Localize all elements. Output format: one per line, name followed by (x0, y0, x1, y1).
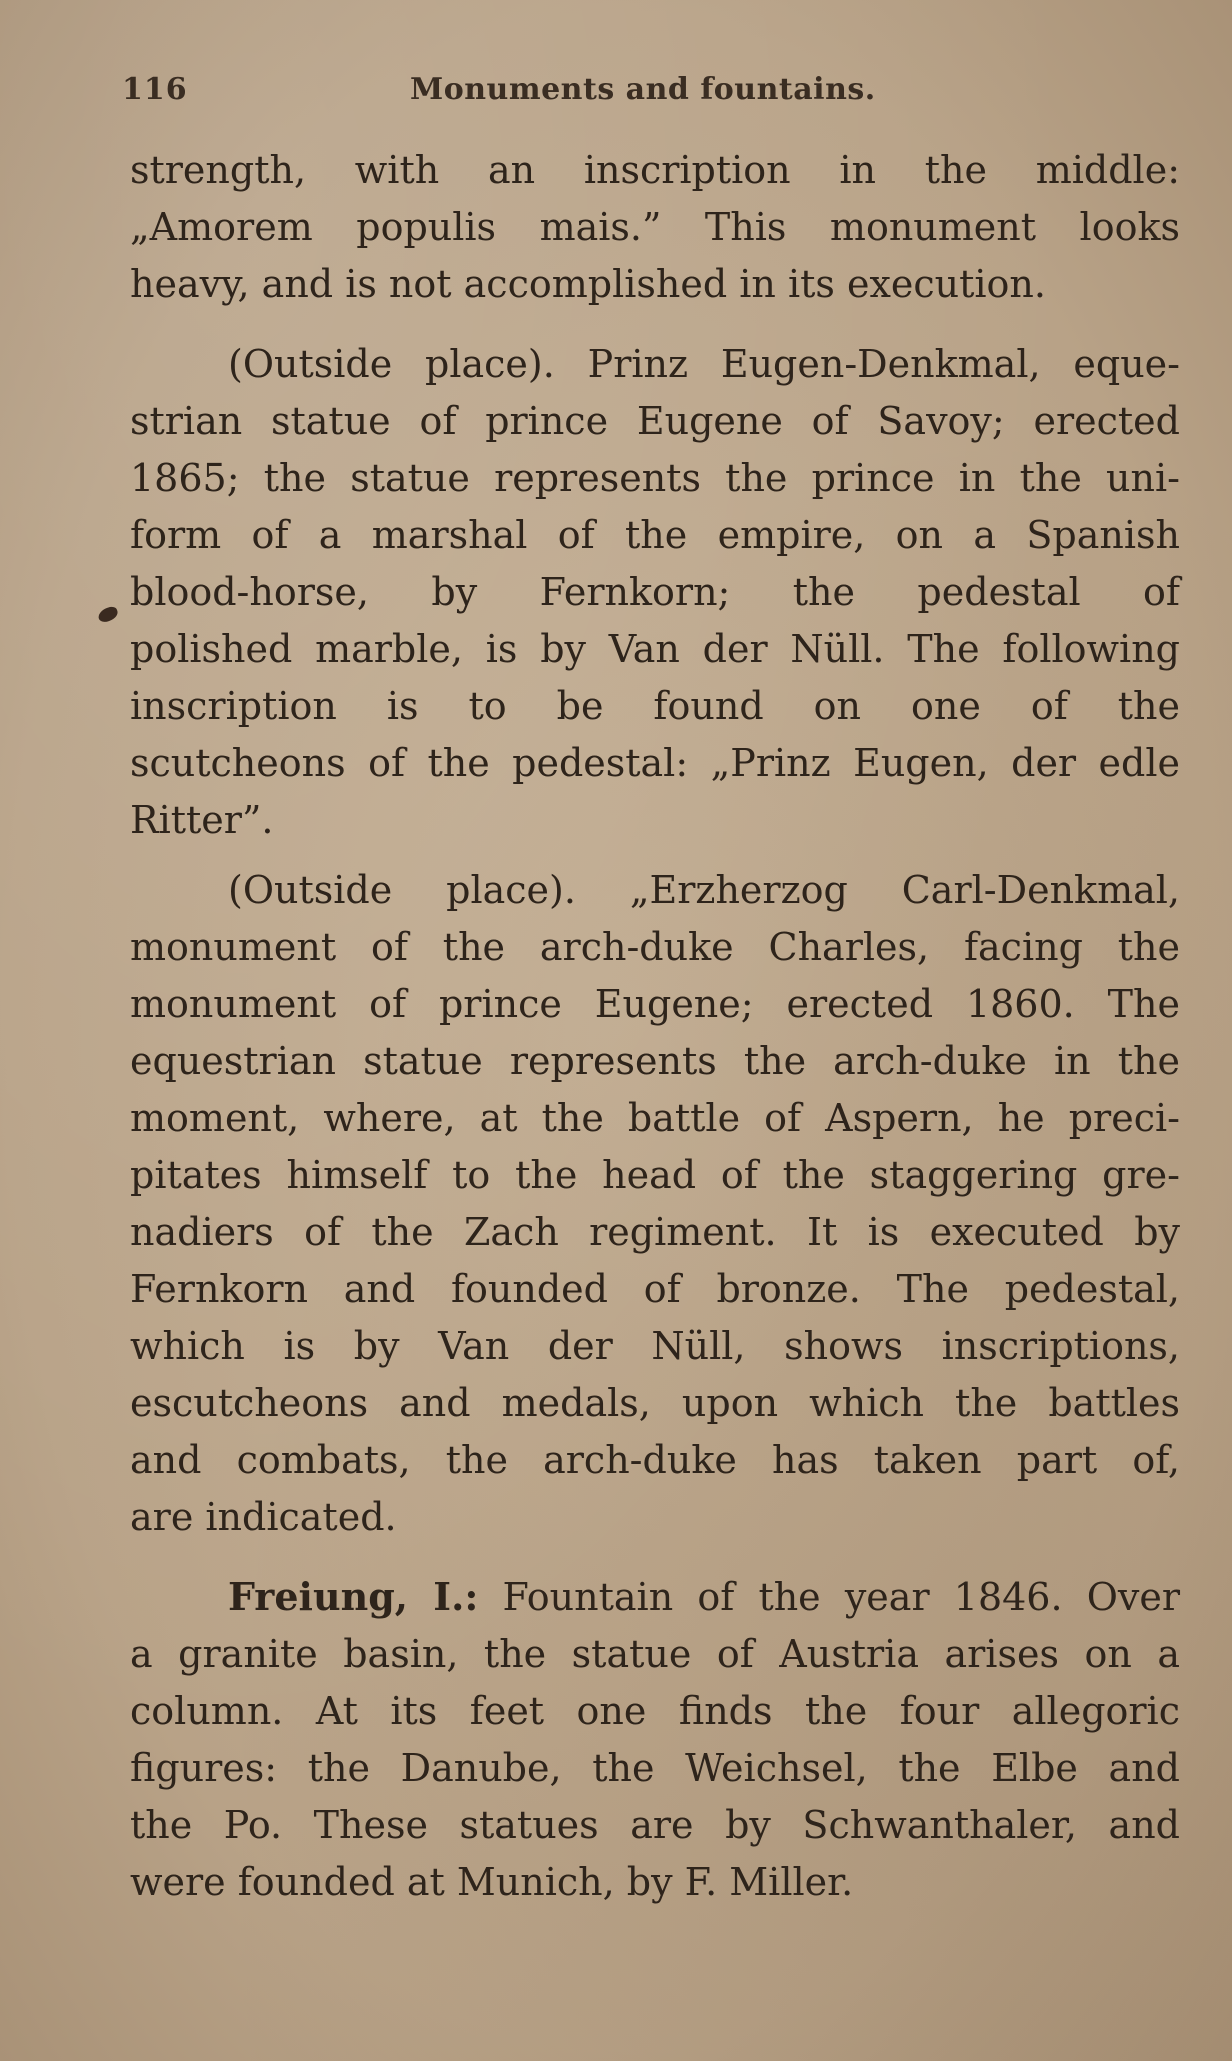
text-line: (Outside place). Prinz Eugen-Denkmal, eque- (228, 342, 1180, 386)
text-line: Ritter”. (130, 798, 274, 842)
text-line: equestrian statue represents the arch-duke in the (130, 1039, 1180, 1083)
text-line: the Po. These statues are by Schwanthaler, and (130, 1803, 1180, 1847)
text-line-freiung-rest: Fountain of the year 1846. Over (502, 1575, 1180, 1619)
text-line: form of a marshal of the empire, on a Spanish (130, 513, 1180, 557)
text-line: blood-horse, by Fernkorn; the pedestal of (130, 570, 1180, 614)
text-line: a granite basin, the statue of Austria arises on a (130, 1632, 1180, 1676)
text-line: Fernkorn and founded of bronze. The pedestal, (130, 1267, 1180, 1311)
text-line: are indicated. (130, 1495, 397, 1539)
ink-blot (96, 605, 119, 624)
text-line: strength, with an inscription in the middle: (130, 148, 1180, 192)
page-header (122, 72, 1122, 116)
text-line: 1865; the statue represents the prince in the uni- (130, 456, 1180, 500)
running-head: Monuments and fountains. (410, 72, 876, 107)
text-line: monument of prince Eugene; erected 1860. The (130, 982, 1180, 1026)
page-number: 116 (122, 72, 188, 107)
text-line: and combats, the arch-duke has taken part of, (130, 1438, 1180, 1482)
text-line: inscription is to be found on one of the (130, 684, 1180, 728)
text-line: moment, where, at the battle of Aspern, he preci- (130, 1096, 1180, 1140)
text-line: strian statue of prince Eugene of Savoy; erected (130, 399, 1180, 443)
text-line: „Amorem populis mais.” This monument looks (130, 205, 1180, 249)
text-line: escutcheons and medals, upon which the battles (130, 1381, 1180, 1425)
text-line: polished marble, is by Van der Nüll. The following (130, 627, 1180, 671)
text-line: pitates himself to the head of the staggering gre- (130, 1153, 1180, 1197)
text-line: figures: the Danube, the Weichsel, the Elbe and (130, 1746, 1180, 1790)
text-line: heavy, and is not accomplished in its execution. (130, 262, 1046, 306)
text-line: column. At its feet one finds the four allegoric (130, 1689, 1180, 1733)
text-line: (Outside place). „Erzherzog Carl-Denkmal, (228, 868, 1180, 912)
text-line: were founded at Munich, by F. Miller. (130, 1860, 854, 1904)
text-line-freiung (228, 1575, 1180, 1619)
text-line: nadiers of the Zach regiment. It is executed by (130, 1210, 1180, 1254)
text-line: scutcheons of the pedestal: „Prinz Eugen, der edle (130, 741, 1180, 785)
text-line: which is by Van der Nüll, shows inscriptions, (130, 1324, 1180, 1368)
text-line: monument of the arch-duke Charles, facing the (130, 925, 1180, 969)
freiung-heading: Freiung, I.: (228, 1574, 479, 1619)
